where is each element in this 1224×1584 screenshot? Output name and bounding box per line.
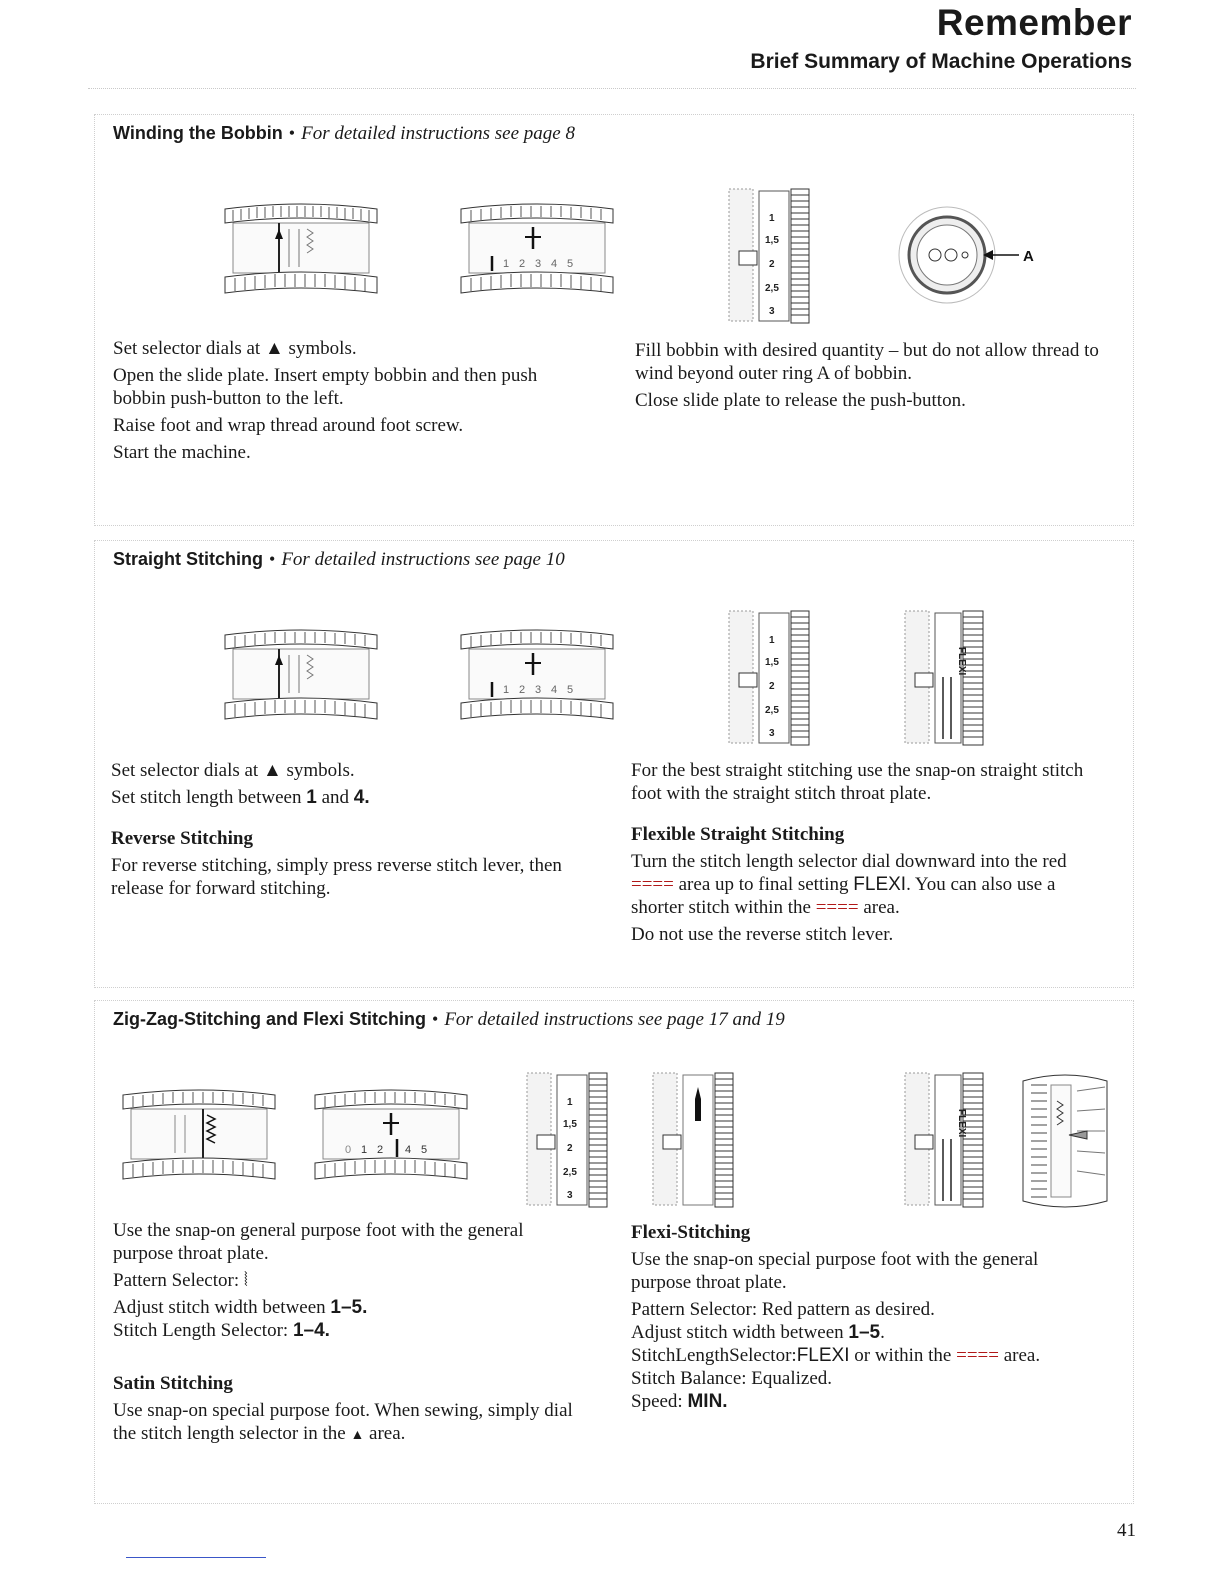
flexi-right-text xyxy=(631,1221,1101,1417)
instruction-line: Pattern Selector: ⦚ xyxy=(113,1270,248,1291)
stitch-width-dial-figure xyxy=(457,627,617,725)
bobbin-figure xyxy=(895,201,1055,311)
subsection-title: Flexi-Stitching xyxy=(631,1222,751,1243)
page-title: Remember xyxy=(936,2,1132,43)
winding-right-text xyxy=(635,339,1101,416)
instruction-line: Set stitch length between 1 and 4. xyxy=(111,787,370,808)
page-number: 41 xyxy=(1117,1520,1136,1541)
instruction-line: Fill bobbin with desired quantity – but do not allow thread to wind beyond outer ring A of bobbin. xyxy=(635,340,1099,384)
zigzag-left-text xyxy=(113,1219,583,1451)
length-tick-2-5: 2,5 xyxy=(765,705,779,716)
width-tick-5: 5 xyxy=(567,258,574,270)
subsection-title: Flexible Straight Stitching xyxy=(631,824,845,845)
width-tick-5: 5 xyxy=(567,684,574,696)
stitch-length-dial-figure xyxy=(725,185,815,325)
bobbin-ring-label: A xyxy=(1023,248,1034,265)
width-tick-3: 3 xyxy=(535,684,542,696)
zigzag-pattern-icon: ⦚ xyxy=(243,1270,248,1291)
length-tick-2: 2 xyxy=(769,259,775,270)
section-title: Winding the Bobbin xyxy=(113,123,283,143)
instruction-line: Adjust stitch width between 1–5. xyxy=(113,1297,368,1318)
instruction-line: Use the snap-on general purpose foot with the general purpose throat plate. xyxy=(113,1220,524,1264)
width-tick-2: 2 xyxy=(519,258,526,270)
instruction-line: Turn the stitch length selector dial downward into the red ==== area up to final setting FLEXI. You can also use a shorter stitch within the ==== area. xyxy=(631,851,1067,918)
instruction-line: Stitch Length Selector: 1–4. xyxy=(113,1320,330,1341)
instruction-line: Use snap-on special purpose foot. When sewing, simply dial the stitch length selector in the ▲ area. xyxy=(113,1400,573,1444)
length-tick-2-5: 2,5 xyxy=(563,1167,577,1178)
subsection-title: Satin Stitching xyxy=(113,1373,233,1394)
page-subtitle: Brief Summary of Machine Operations xyxy=(750,50,1132,73)
straight-right-text xyxy=(631,759,1099,950)
width-tick-1: 1 xyxy=(361,1144,368,1156)
width-tick-1: 1 xyxy=(503,258,510,270)
instruction-line: Speed: MIN. xyxy=(631,1391,728,1412)
length-tick-1-5: 1,5 xyxy=(765,235,779,246)
straight-left-text xyxy=(111,759,591,904)
instruction-line: Set selector dials at ▲ symbols. xyxy=(113,338,357,359)
length-tick-1: 1 xyxy=(769,635,775,646)
instruction-line: StitchLengthSelector:FLEXI or within the ==== area. xyxy=(631,1345,1041,1366)
flexi-dial-label: FLEXI xyxy=(956,647,967,676)
length-tick-1: 1 xyxy=(567,1097,573,1108)
length-tick-1-5: 1,5 xyxy=(563,1119,577,1130)
section-title: Straight Stitching xyxy=(113,549,263,569)
instruction-line: Stitch Balance: Equalized. xyxy=(631,1368,833,1389)
width-tick-1: 1 xyxy=(503,684,510,696)
subsection-title: Reverse Stitching xyxy=(111,828,253,849)
instruction-line: Open the slide plate. Insert empty bobbin and then push bobbin push-button to the left. xyxy=(113,365,538,409)
width-tick-3: 3 xyxy=(535,258,542,270)
section-zigzag-flexi xyxy=(94,1000,1134,1504)
section-heading: Straight Stitching • For detailed instructions see page 10 xyxy=(113,549,565,570)
instruction-line: Adjust stitch width between 1–5. xyxy=(631,1322,885,1343)
instruction-line: Pattern Selector: Red pattern as desired. xyxy=(631,1299,935,1320)
flexi-dial-label: FLEXI xyxy=(956,1109,967,1138)
pattern-selector-dial-figure xyxy=(119,1087,279,1185)
flexi-length-dial-figure xyxy=(901,607,991,747)
footer-rule xyxy=(126,1557,266,1558)
header-divider xyxy=(88,88,1136,89)
section-heading: Zig-Zag-Stitching and Flexi Stitching • For detailed instructions see page 17 and 19 xyxy=(113,1009,785,1030)
length-tick-2: 2 xyxy=(769,681,775,692)
length-tick-2: 2 xyxy=(567,1143,573,1154)
width-tick-2: 2 xyxy=(519,684,526,696)
length-tick-2-5: 2,5 xyxy=(765,283,779,294)
pattern-selector-dial-figure xyxy=(221,627,381,725)
section-winding-bobbin xyxy=(94,114,1134,526)
length-tick-3: 3 xyxy=(769,306,775,317)
instruction-line: Do not use the reverse stitch lever. xyxy=(631,924,894,945)
stitch-balance-dial-figure xyxy=(649,1069,739,1209)
width-tick-0: 0 xyxy=(345,1144,352,1156)
instruction-line: Start the machine. xyxy=(113,442,251,463)
section-reference: For detailed instructions see page 8 xyxy=(301,123,575,144)
length-tick-1-5: 1,5 xyxy=(765,657,779,668)
section-reference: For detailed instructions see page 10 xyxy=(281,549,565,570)
instruction-line: Use the snap-on special purpose foot with the general purpose throat plate. xyxy=(631,1249,1039,1293)
pattern-selector-dial-figure xyxy=(221,201,381,299)
section-straight-stitching xyxy=(94,540,1134,988)
instruction-line: For the best straight stitching use the snap-on straight stitch foot with the straight stitch throat plate. xyxy=(631,760,1084,804)
instruction-line: For reverse stitching, simply press reverse stitch lever, then release for forward stitching. xyxy=(111,855,562,899)
section-heading: Winding the Bobbin • For detailed instructions see page 8 xyxy=(113,123,575,144)
stitch-length-dial-figure xyxy=(725,607,815,747)
stitch-length-dial-figure xyxy=(523,1069,613,1209)
length-tick-3: 3 xyxy=(769,728,775,739)
instruction-line: Set selector dials at ▲ symbols. xyxy=(111,760,355,781)
instruction-line: Close slide plate to release the push-button. xyxy=(635,390,966,411)
flexi-length-dial-figure xyxy=(901,1069,991,1209)
winding-left-text xyxy=(113,337,583,468)
width-tick-4: 4 xyxy=(405,1144,412,1156)
section-title: Zig-Zag-Stitching and Flexi Stitching xyxy=(113,1009,426,1029)
pattern-dial-side-figure xyxy=(1017,1071,1113,1211)
stitch-width-dial-figure xyxy=(457,201,617,299)
width-tick-4: 4 xyxy=(551,258,558,270)
width-tick-2: 2 xyxy=(377,1144,384,1156)
instruction-line: Raise foot and wrap thread around foot screw. xyxy=(113,415,464,436)
satin-area-icon: ▲ xyxy=(350,1428,365,1443)
length-tick-1: 1 xyxy=(769,213,775,224)
width-tick-5: 5 xyxy=(421,1144,428,1156)
section-reference: For detailed instructions see page 17 and 19 xyxy=(444,1009,785,1030)
width-tick-4: 4 xyxy=(551,684,558,696)
stitch-width-dial-figure xyxy=(311,1087,471,1185)
length-tick-3: 3 xyxy=(567,1190,573,1201)
